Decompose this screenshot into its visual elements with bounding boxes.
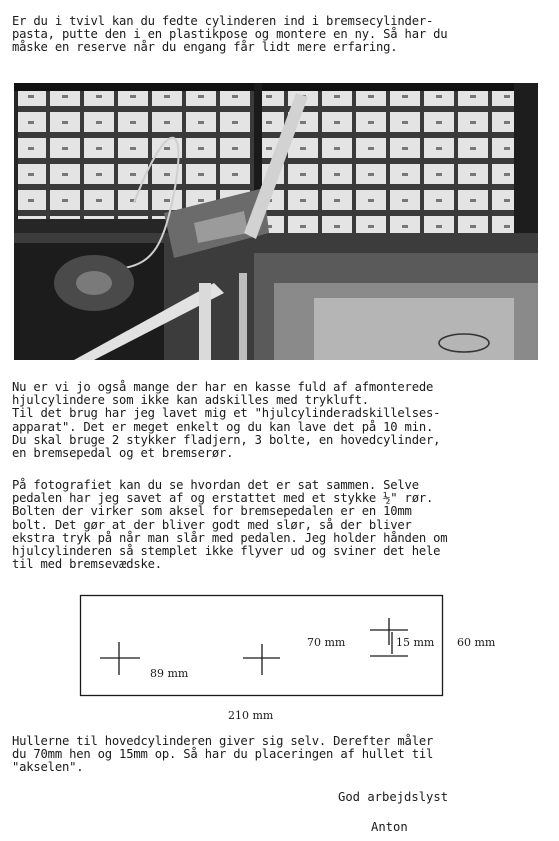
dimension-15mm: 15 mm	[396, 636, 435, 649]
flat-iron-drawing	[0, 590, 559, 730]
signoff-greeting: God arbejdslyst	[338, 790, 449, 804]
workshop-photo	[14, 83, 538, 360]
dimension-70mm: 70 mm	[307, 636, 346, 649]
flat-iron-diagram	[0, 590, 559, 730]
dimension-89mm: 89 mm	[150, 667, 189, 680]
photo-explanation-paragraph: På fotografiet kan du se hvordan det er sat sammen. Selve pedalen har jeg savet af og erstattet med et stykke ½" rør. Bolten der virker som aksel for bremsepedalen er en 10mm bolt. Det gør at der bliver godt med slør, så der bliver ekstra tryk på når man slår med pedalen. Jeg holder hånden om hjulcylinderen så stemplet ikke flyver ud og sviner det hele til med bremsevædske.	[12, 478, 448, 572]
description-paragraph: Nu er vi jo også mange der har en kasse fuld af afmonterede hjulcylindere som ikke kan adskilles med trykluft. Til det brug har jeg lavet mig et "hjulcylinderadskillelses- apparat". Det er meget enkelt og du kan lave det på 10 min. Du skal bruge 2 stykker fladjern, 3 bolte, en hovedcylinder, en bremsepedal og et bremserør.	[12, 380, 441, 461]
signoff-name: Anton	[371, 820, 408, 834]
dimension-210mm: 210 mm	[228, 709, 274, 722]
workshop-photo-image	[14, 83, 538, 360]
dimension-60mm: 60 mm	[457, 636, 496, 649]
measurement-paragraph: Hullerne til hovedcylinderen giver sig selv. Derefter måler du 70mm hen og 15mm op. Så har du placeringen af hullet til "akselen".	[12, 734, 434, 775]
intro-paragraph: Er du i tvivl kan du fedte cylinderen ind i bremsecylinder- pasta, putte den i en plastikpose og montere en ny. Så har du måske en reserve når du engang får lidt mere erfaring.	[12, 14, 448, 55]
